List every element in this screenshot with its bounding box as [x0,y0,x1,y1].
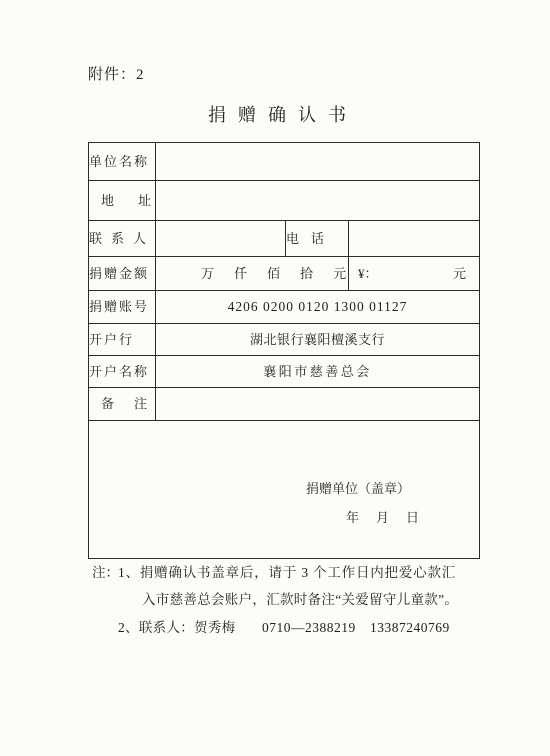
account-name-label: 开户名称 [89,363,150,379]
row-account-name [89,356,480,388]
signature-label: 捐赠单位（盖章） [306,481,411,496]
unit-name-value-cell [156,143,480,181]
date-month: 月 [376,510,390,525]
amount-unit-yuan: 元 [333,265,347,281]
row-remarks [89,388,480,421]
account-name-value-cell [156,356,480,388]
phone-label-cell [286,221,349,257]
donation-form-table [88,142,480,559]
amount-figures [349,266,479,282]
remarks-label: 备注 [101,396,168,411]
amount-words-cell [156,257,349,291]
account-holder-name: 襄阳市慈善总会 [263,363,372,379]
row-bank [89,324,480,356]
amount-unit-bai: 佰 [267,265,281,281]
currency-prefix: ¥： [358,265,378,281]
date-day: 日 [406,510,420,525]
bank-value-cell [156,324,480,356]
phone-value-cell [349,221,480,257]
row-contact [89,221,480,257]
account-name-label-cell [89,356,156,388]
account-number: 4206 0200 0120 1300 01127 [227,299,408,314]
row-account [89,291,480,324]
address-label-cell [89,181,176,221]
amount-unit-shi: 拾 [300,265,314,281]
account-label-cell [89,291,156,324]
unit-name-label-cell [89,143,156,181]
amount-unit-list [156,266,348,282]
date-year: 年 [346,510,360,525]
address-value-cell [156,181,480,221]
attachment-label: 附件：2 [88,67,145,83]
row-unit-name [89,143,480,181]
account-label: 捐赠账号 [89,299,150,314]
note-item2-mobile: 13387240769 [370,620,450,635]
contact-label: 联系人 [89,230,156,246]
contact-value-cell [156,221,286,257]
remarks-value-cell [156,388,480,421]
account-value-cell [156,291,480,324]
note-item2-phone: 0710—2388219 [262,620,356,635]
row-address [89,181,480,221]
phone-label: 电话 [286,230,337,246]
bank-name: 湖北银行襄阳檀溪支行 [250,331,386,347]
signature-cell [89,421,480,559]
row-amount [89,257,480,291]
amount-label: 捐赠金额 [89,265,150,281]
signature-area [89,421,479,558]
address-label: 地址 [101,192,176,208]
note-item2-contact: 2、联系人：贺秀梅 [118,620,236,635]
bank-label-cell [89,324,156,356]
note-item1-line1: 1、捐赠确认书盖章后，请于 3 个工作日内把爱心款汇 [118,565,457,580]
row-signature [89,421,480,559]
currency-unit: 元 [453,265,467,281]
signature-date [346,510,436,526]
amount-unit-wan: 万 [201,265,215,281]
notes-prefix: 注： [92,565,119,580]
bank-label: 开户行 [89,331,135,347]
amount-unit-qian: 仟 [234,265,248,281]
unit-name-label: 单位名称 [89,153,150,169]
amount-label-cell [89,257,156,291]
contact-label-cell [89,221,156,257]
amount-figures-cell [349,257,480,291]
document-title: 捐赠确认书 [208,105,358,125]
note-item1-line2: 入市慈善总会账户，汇款时备注“关爱留守儿童款”。 [142,592,459,607]
remarks-label-cell [89,388,168,421]
